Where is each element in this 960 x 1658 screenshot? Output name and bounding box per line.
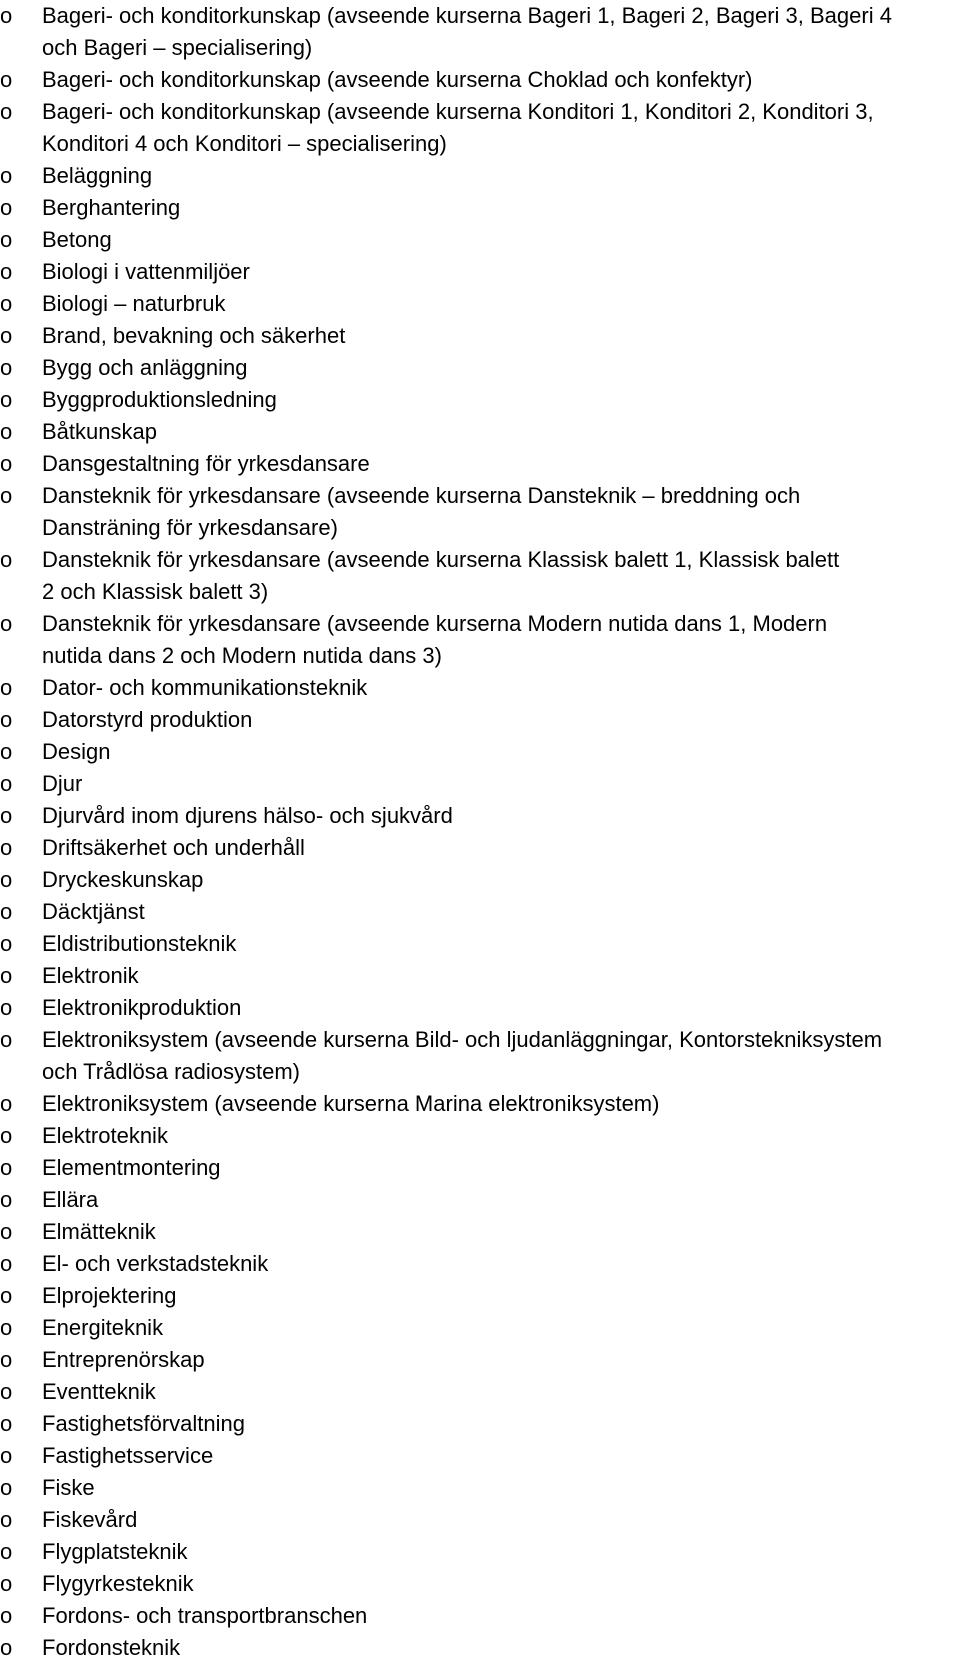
bullet-marker: o <box>0 1347 13 1372</box>
list-item <box>0 1504 960 1536</box>
bullet-marker: o <box>0 1091 13 1116</box>
bullet-marker: o <box>0 1635 13 1658</box>
list-item <box>0 1536 960 1568</box>
bullet-marker: o <box>0 419 13 444</box>
bullet-marker: o <box>0 1155 13 1180</box>
bullet-marker: o <box>0 1507 13 1532</box>
bullet-marker: o <box>0 547 13 572</box>
list-item <box>0 1440 960 1472</box>
list-item <box>0 672 960 704</box>
list-item <box>0 928 960 960</box>
bullet-marker: o <box>0 67 13 92</box>
list-item-text: Driftsäkerhet och underhåll <box>42 835 305 860</box>
list-item-text: Flygyrkesteknik <box>42 1571 194 1596</box>
list-item <box>0 896 960 928</box>
bullet-marker: o <box>0 675 13 700</box>
list-item <box>0 960 960 992</box>
bullet-marker: o <box>0 323 13 348</box>
list-item <box>0 992 960 1024</box>
bullet-marker: o <box>0 963 13 988</box>
list-item-text: Biologi i vattenmiljöer <box>42 259 250 284</box>
list-item <box>0 1152 960 1184</box>
list-item <box>0 256 960 288</box>
list-item <box>0 1248 960 1280</box>
list-item-text: Fastighetsförvaltning <box>42 1411 245 1436</box>
bullet-marker: o <box>0 1443 13 1468</box>
bullet-marker: o <box>0 1379 13 1404</box>
bullet-marker: o <box>0 387 13 412</box>
list-item-text: Eldistributionsteknik <box>42 931 237 956</box>
list-item <box>0 1472 960 1504</box>
list-item-text: Fordonsteknik <box>42 1635 181 1658</box>
bullet-marker: o <box>0 931 13 956</box>
bullet-marker: o <box>0 1027 13 1052</box>
list-item <box>0 288 960 320</box>
list-item-text: Fordons- och transportbranschen <box>42 1603 368 1628</box>
bullet-marker: o <box>0 1411 13 1436</box>
bullet-marker: o <box>0 611 13 636</box>
list-item-text: Dansträning för yrkesdansare) <box>42 515 338 540</box>
list-item <box>0 608 960 672</box>
list-item <box>0 1568 960 1600</box>
list-item-text: Datorstyrd produktion <box>42 707 253 732</box>
list-item-text: och Trådlösa radiosystem) <box>42 1059 300 1084</box>
list-item-text: nutida dans 2 och Modern nutida dans 3) <box>42 643 442 668</box>
bullet-marker: o <box>0 867 13 892</box>
bullet-marker: o <box>0 771 13 796</box>
bullet-marker: o <box>0 355 13 380</box>
bullet-marker: o <box>0 803 13 828</box>
list-item <box>0 1376 960 1408</box>
list-item-text: och Bageri – specialisering) <box>42 35 313 60</box>
bullet-marker: o <box>0 995 13 1020</box>
list-item-text: Fastighetsservice <box>42 1443 214 1468</box>
list-item <box>0 160 960 192</box>
list-item-text: Entreprenörskap <box>42 1347 205 1372</box>
list-item-text: Dryckeskunskap <box>42 867 204 892</box>
list-item-text: Konditori 4 och Konditori – specialisering) <box>42 131 447 156</box>
list-item-text: Biologi – naturbruk <box>42 291 226 316</box>
list-item <box>0 544 960 608</box>
list-item <box>0 1408 960 1440</box>
bullet-marker: o <box>0 1283 13 1308</box>
list-item-text: El- och verkstadsteknik <box>42 1251 269 1276</box>
list-item <box>0 480 960 544</box>
bullet-marker: o <box>0 1539 13 1564</box>
list-item <box>0 384 960 416</box>
list-item-text: Byggproduktionsledning <box>42 387 277 412</box>
bullet-marker: o <box>0 1603 13 1628</box>
list-item-text: Ellära <box>42 1187 99 1212</box>
bullet-marker: o <box>0 451 13 476</box>
list-item <box>0 224 960 256</box>
list-item <box>0 320 960 352</box>
list-item-text: Båtkunskap <box>42 419 157 444</box>
bullet-marker: o <box>0 1475 13 1500</box>
list-item-text: Design <box>42 739 111 764</box>
list-item-text: Dansteknik för yrkesdansare (avseende kurserna Klassisk balett 1, Klassisk balett <box>42 547 840 572</box>
list-item-text: Betong <box>42 227 112 252</box>
list-item-text: Elektroniksystem (avseende kurserna Bild- och ljudanläggningar, Kontorstekniksystem <box>42 1027 883 1052</box>
bullet-marker: o <box>0 259 13 284</box>
bullet-marker: o <box>0 1187 13 1212</box>
bullet-marker: o <box>0 1219 13 1244</box>
list-item-text: Eventteknik <box>42 1379 156 1404</box>
bullet-marker: o <box>0 291 13 316</box>
list-item <box>0 192 960 224</box>
list-item <box>0 1280 960 1312</box>
list-item <box>0 832 960 864</box>
list-item-text: Elmätteknik <box>42 1219 156 1244</box>
list-item <box>0 64 960 96</box>
list-item-text: Berghantering <box>42 195 181 220</box>
list-item-text: Dansteknik för yrkesdansare (avseende kurserna Modern nutida dans 1, Modern <box>42 611 828 636</box>
list-item <box>0 352 960 384</box>
bullet-marker: o <box>0 1315 13 1340</box>
list-item-text: Djur <box>42 771 83 796</box>
bullet-marker: o <box>0 3 13 28</box>
list-item <box>0 704 960 736</box>
bullet-marker: o <box>0 1571 13 1596</box>
bullet-marker: o <box>0 1123 13 1148</box>
list-item <box>0 1312 960 1344</box>
list-item <box>0 1216 960 1248</box>
list-item <box>0 448 960 480</box>
bullet-marker: o <box>0 835 13 860</box>
list-item-text: Dator- och kommunikationsteknik <box>42 675 368 700</box>
list-item-text: Dansgestaltning för yrkesdansare <box>42 451 370 476</box>
list-item-text: Flygplatsteknik <box>42 1539 188 1564</box>
list-item <box>0 1184 960 1216</box>
list-item-text: Bygg och anläggning <box>42 355 248 380</box>
list-item-text: Bageri- och konditorkunskap (avseende kurserna Konditori 1, Konditori 2, Konditori 3, <box>42 99 874 124</box>
bullet-marker: o <box>0 707 13 732</box>
list-item <box>0 736 960 768</box>
list-item <box>0 800 960 832</box>
list-item-text: Bageri- och konditorkunskap (avseende kurserna Bageri 1, Bageri 2, Bageri 3, Bageri 4 <box>42 3 892 28</box>
bullet-marker: o <box>0 163 13 188</box>
list-item-text: Elektroteknik <box>42 1123 168 1148</box>
list-item <box>0 416 960 448</box>
list-item <box>0 96 960 160</box>
bullet-marker: o <box>0 483 13 508</box>
list-item-text: Elprojektering <box>42 1283 177 1308</box>
bullet-marker: o <box>0 739 13 764</box>
list-item <box>0 0 960 64</box>
list-item <box>0 1600 960 1632</box>
list-item-text: Däcktjänst <box>42 899 145 924</box>
list-item-text: Beläggning <box>42 163 153 188</box>
list-item-text: 2 och Klassisk balett 3) <box>42 579 269 604</box>
list-item-text: Elektronik <box>42 963 139 988</box>
bullet-marker: o <box>0 899 13 924</box>
list-item <box>0 1344 960 1376</box>
list-item <box>0 1024 960 1088</box>
bullet-marker: o <box>0 195 13 220</box>
list-item <box>0 864 960 896</box>
list-item-text: Djurvård inom djurens hälso- och sjukvård <box>42 803 453 828</box>
list-item-text: Dansteknik för yrkesdansare (avseende kurserna Dansteknik – breddning och <box>42 483 801 508</box>
list-item <box>0 1632 960 1658</box>
list-item-text: Fiskevård <box>42 1507 138 1532</box>
bullet-marker: o <box>0 99 13 124</box>
list-item-text: Energiteknik <box>42 1315 164 1340</box>
list-item-text: Elektroniksystem (avseende kurserna Marina elektroniksystem) <box>42 1091 660 1116</box>
list-item <box>0 768 960 800</box>
list-item-text: Bageri- och konditorkunskap (avseende kurserna Choklad och konfektyr) <box>42 67 753 92</box>
list-item-text: Elementmontering <box>42 1155 221 1180</box>
list-item-text: Fiske <box>42 1475 95 1500</box>
list-item-text: Brand, bevakning och säkerhet <box>42 323 346 348</box>
list-item <box>0 1088 960 1120</box>
bullet-marker: o <box>0 227 13 252</box>
list-item <box>0 1120 960 1152</box>
bullet-marker: o <box>0 1251 13 1276</box>
list-item-text: Elektronikproduktion <box>42 995 242 1020</box>
